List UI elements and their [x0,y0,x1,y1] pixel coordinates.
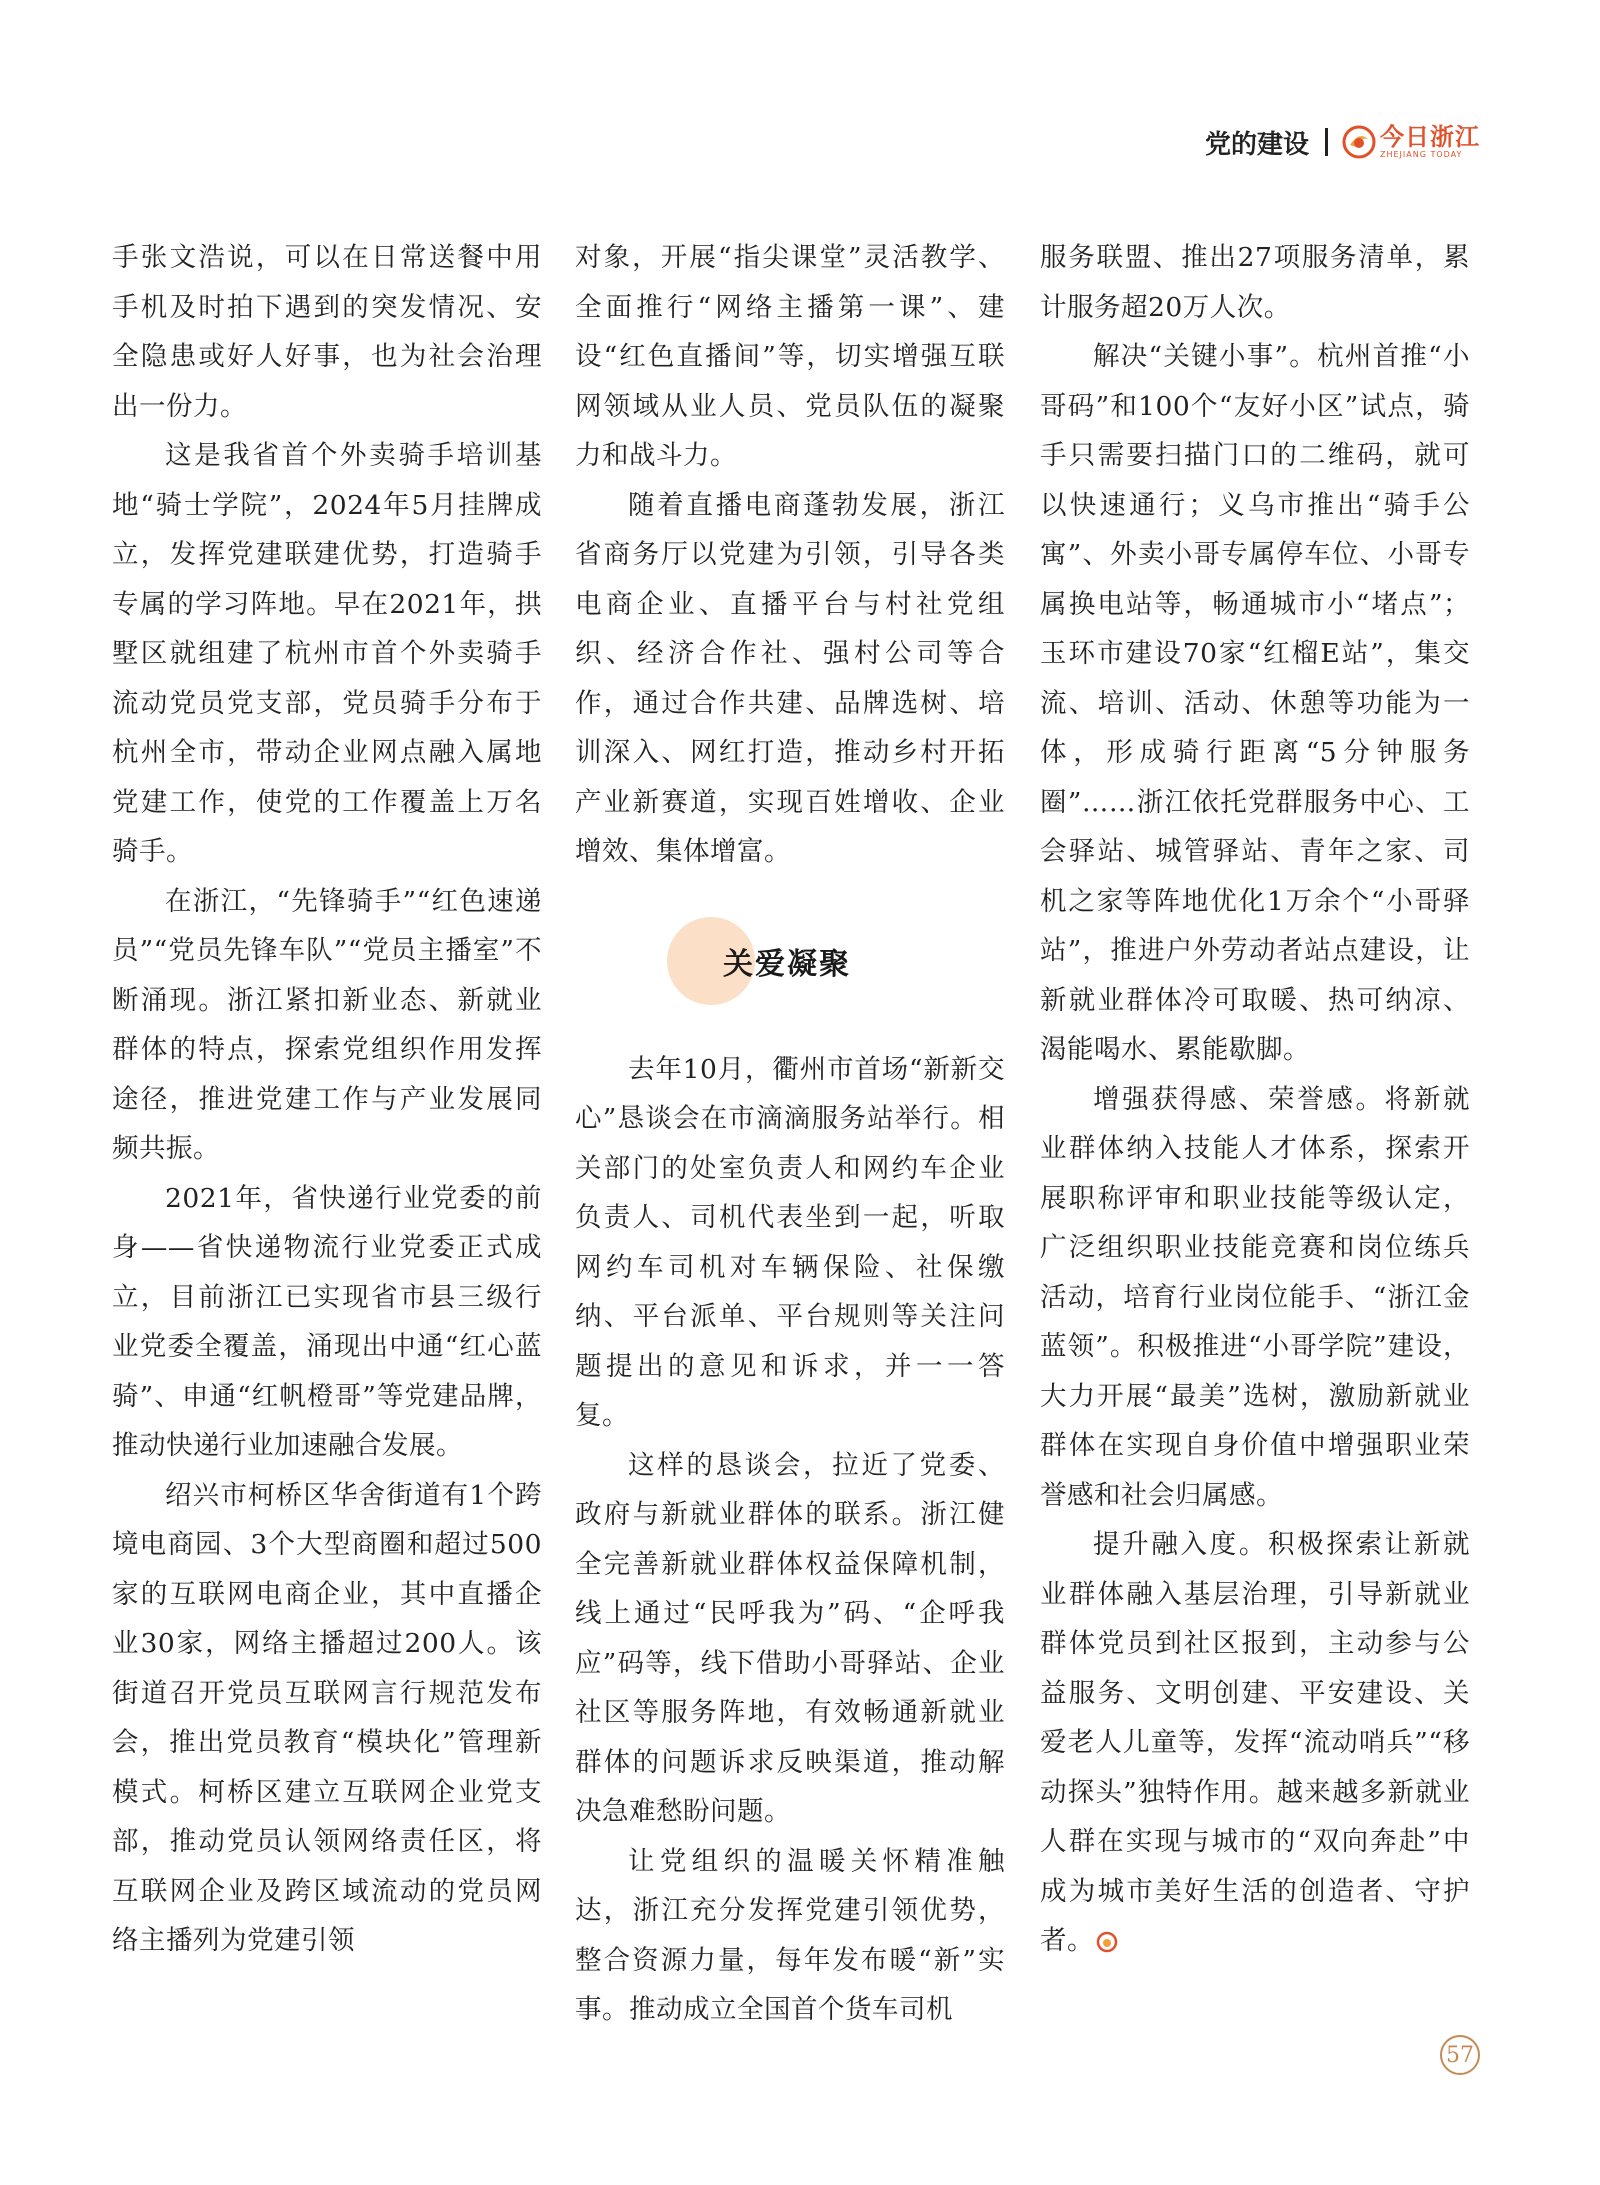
paragraph: 让党组织的温暖关怀精准触达，浙江充分发挥党建引领优势，整合资源力量，每年发布暖“新”实事。推动成立全国首个货车司机 [575,1845,1005,2025]
logo-title: 今日浙江 [1380,123,1480,151]
logo-subtitle: ZHEJIANG TODAY [1380,150,1463,159]
paragraph: 服务联盟、推出27项服务清单，累计服务超20万人次。 [1040,242,1470,323]
paragraph-final [1040,1520,1470,1966]
paragraph: 2021年，省快递行业党委的前身——省快递物流行业党委正式成立，目前浙江已实现省市县三级行业党委全覆盖，涌现出中通“红心蓝骑”、申通“红帆橙哥”等党建品牌，推动快递行业加速融合发展。 [112,1182,542,1461]
paragraph: 在浙江，“先锋骑手”“红色速递员”“党员先锋车队”“党员主播室”不断涌现。浙江紧扣新业态、新就业群体的特点，探索党组织作用发挥途径，推进党建工作与产业发展同频共振。 [112,885,542,1164]
publication-logo [1342,125,1480,159]
section-heading [575,917,1005,1005]
header-divider [1325,128,1328,156]
section-label: 党的建设 [1204,129,1309,160]
page-header [1205,122,1480,162]
page-number: 57 [1440,2035,1480,2075]
end-mark-icon [1096,1931,1118,1953]
paragraph: 解决“关键小事”。杭州首推“小哥码”和100个“友好小区”试点，骑手只需要扫描门口的二维码，就可以快速通行；义乌市推出“骑手公寓”、外卖小哥专属停车位、小哥专属换电站等，畅通城市小“堵点”；玉环市建设70家“红榴E站”，集交流、培训、活动、休憩等功能为一体，形成骑行距离“5分钟服务圈”……浙江依托党群服务中心、工会驿站、城管驿站、青年之家、司机之家等阵地优化1万余个“小哥驿站”，推进户外劳动者站点建设，让新就业群体冷可取暖、热可纳凉、渴能喝水、累能歇脚。 [1040,341,1470,1065]
paragraph: 这是我省首个外卖骑手培训基地“骑士学院”，2024年5月挂牌成立，发挥党建联建优势，打造骑手专属的学习阵地。早在2021年，拱墅区就组建了杭州市首个外卖骑手流动党员党支部，党员骑手分布于杭州全市，带动企业网点融入属地党建工作，使党的工作覆盖上万名骑手。 [112,440,542,867]
paragraph: 随着直播电商蓬勃发展，浙江省商务厅以党建为引领，引导各类电商企业、直播平台与村社党组织、经济合作社、强村公司等合作，通过合作共建、品牌选树、培训深入、网红打造，推动乡村开拓产业新赛道，实现百姓增收、企业增效、集体增富。 [575,489,1005,867]
paragraph: 对象，开展“指尖课堂”灵活教学、全面推行“网络主播第一课”、建设“红色直播间”等，切实增强互联网领域从业人员、党员队伍的凝聚力和战斗力。 [575,242,1005,471]
final-paragraph-text: 提升融入度。积极探索让新就业群体融入基层治理，引导新就业群体党员到社区报到，主动参与公益服务、文明创建、平安建设、关爱老人儿童等，发挥“流动哨兵”“移动探头”独特作用。越来越多新就业人群在实现与城市的“双向奔赴”中成为城市美好生活的创造者、守护者。 [1040,1529,1470,1956]
article-column-2 [575,233,1005,2035]
logo-swirl-icon [1342,125,1376,159]
paragraph: 绍兴市柯桥区华舍街道有1个跨境电商园、3个大型商圈和超过500家的互联网电商企业，其中直播企业30家，网络主播超过200人。该街道召开党员互联网言行规范发布会，推出党员教育“模块化”管理新模式。柯桥区建立互联网企业党支部，推动党员认领网络责任区，将互联网企业及跨区域流动的党员网络主播列为党建引领 [112,1479,542,1956]
paragraph: 增强获得感、荣誉感。将新就业群体纳入技能人才体系，探索开展职称评审和职业技能等级认定，广泛组织职业技能竞赛和岗位练兵活动，培育行业岗位能手、“浙江金蓝领”。积极推进“小哥学院”建设，大力开展“最美”选树，激励新就业群体在实现自身价值中增强职业荣誉感和社会归属感。 [1040,1083,1470,1511]
article-column-3 [1040,233,1470,1966]
section-heading-text: 关爱凝聚 [723,946,851,982]
paragraph: 去年10月，衢州市首场“新新交心”恳谈会在市滴滴服务站举行。相关部门的处室负责人和网约车企业负责人、司机代表坐到一起，听取网约车司机对车辆保险、社保缴纳、平台派单、平台规则等关注问题提出的意见和诉求，并一一答复。 [575,1053,1005,1431]
paragraph: 这样的恳谈会，拉近了党委、政府与新就业群体的联系。浙江健全完善新就业群体权益保障机制，线上通过“民呼我为”码、“企呼我应”码等，线下借助小哥驿站、企业社区等服务阵地，有效畅通新就业群体的问题诉求反映渠道，推动解决急难愁盼问题。 [575,1449,1005,1827]
article-column-1 [112,233,542,1966]
paragraph: 手张文浩说，可以在日常送餐中用手机及时拍下遇到的突发情况、安全隐患或好人好事，也为社会治理出一份力。 [112,242,542,422]
